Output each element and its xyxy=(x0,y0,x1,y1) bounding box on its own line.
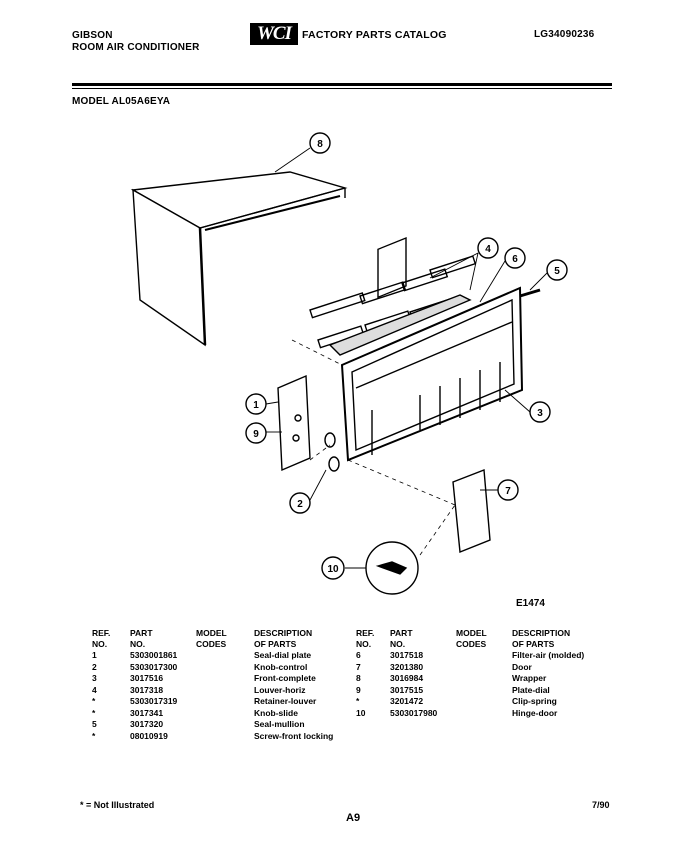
table-header-row xyxy=(92,628,354,650)
description-cell: Louver-horiz xyxy=(254,684,306,695)
model-code-cell xyxy=(456,673,512,685)
table-row xyxy=(92,685,354,697)
callout-7 xyxy=(498,480,518,500)
part-header: PART NO. xyxy=(390,628,413,649)
model-code-cell xyxy=(456,708,512,720)
svg-text:4: 4 xyxy=(485,244,491,255)
description-cell: Knob-control xyxy=(254,661,308,672)
callout-1 xyxy=(246,394,266,414)
illustration-code: E1474 xyxy=(516,598,545,609)
ref-cell: * xyxy=(92,707,96,718)
description-cell: Clip-spring xyxy=(512,696,557,706)
part-number-cell: 3017515 xyxy=(390,684,424,695)
ref-cell: * xyxy=(92,730,96,741)
model-code-cell xyxy=(196,650,254,662)
part-number-cell: 5303001861 xyxy=(130,650,178,660)
ref-cell: 4 xyxy=(92,684,97,695)
wci-logo: WCI xyxy=(250,23,298,45)
svg-text:5: 5 xyxy=(554,266,560,277)
table-header-row xyxy=(356,628,612,650)
ref-cell: 3 xyxy=(92,673,97,683)
table-row xyxy=(356,662,612,674)
callout-2 xyxy=(290,493,310,513)
description-cell: Seal-dial plate xyxy=(254,650,312,660)
catalog-title: FACTORY PARTS CATALOG xyxy=(302,29,447,41)
model-code-cell xyxy=(456,685,512,697)
description-cell: Knob-slide xyxy=(254,707,298,718)
part-number-cell: 3017341 xyxy=(130,707,164,718)
table-row xyxy=(356,708,612,720)
table-row xyxy=(92,696,354,708)
part-number-cell: 08010919 xyxy=(130,730,168,741)
parts-list-right xyxy=(356,650,612,719)
description-cell: Screw-front locking xyxy=(254,730,334,741)
part-number-cell: 3017318 xyxy=(130,684,164,695)
part-number-cell: 3017516 xyxy=(130,673,164,683)
model-code-cell xyxy=(196,685,254,697)
description-cell: Wrapper xyxy=(512,673,547,683)
callout-8 xyxy=(310,133,330,153)
ref-cell: 1 xyxy=(92,650,97,660)
dial-plate xyxy=(278,376,310,470)
table-row xyxy=(92,731,354,743)
brand-name: GIBSON xyxy=(72,30,113,41)
svg-text:7: 7 xyxy=(505,486,511,497)
part-number-cell: 5303017319 xyxy=(130,696,178,706)
door-panel xyxy=(453,470,490,552)
parts-list-left xyxy=(92,650,354,742)
table-row xyxy=(92,662,354,674)
model-header: MODEL CODES xyxy=(456,628,487,649)
control-knob xyxy=(325,433,339,471)
description-cell: Seal-mullion xyxy=(254,719,305,729)
part-number-cell: 3016984 xyxy=(390,673,424,683)
ref-cell: * xyxy=(92,696,96,706)
description-cell: Retainer-louver xyxy=(254,696,317,706)
desc-header: DESCRIPTION OF PARTS xyxy=(512,628,571,649)
model-code-cell xyxy=(196,708,254,720)
part-header: PART NO. xyxy=(130,628,153,649)
ref-cell: 9 xyxy=(356,684,361,695)
ref-cell: 6 xyxy=(356,650,361,660)
model-code-cell xyxy=(196,696,254,708)
catalog-number: LG34090236 xyxy=(534,29,595,40)
page-number: A9 xyxy=(346,812,361,824)
ref-cell: * xyxy=(356,696,360,706)
product-type: ROOM AIR CONDITIONER xyxy=(72,42,200,53)
ref-cell: 7 xyxy=(356,661,361,672)
wrapper-cabinet xyxy=(133,172,345,345)
desc-header: DESCRIPTION OF PARTS xyxy=(254,628,313,649)
svg-text:10: 10 xyxy=(327,564,339,575)
model-header: MODEL CODES xyxy=(196,628,227,649)
model-label: MODEL AL05A6EYA xyxy=(72,96,171,107)
table-row xyxy=(356,696,612,708)
model-code-cell xyxy=(456,650,512,662)
callout-4 xyxy=(478,238,498,258)
ref-cell: 5 xyxy=(92,719,97,729)
callout-10 xyxy=(322,557,344,579)
table-row xyxy=(356,673,612,685)
model-code-cell xyxy=(196,673,254,685)
svg-text:2: 2 xyxy=(297,499,303,510)
not-illustrated-legend: * = Not Illustrated xyxy=(80,800,155,810)
description-cell: Door xyxy=(512,661,532,672)
ref-header: REF. NO. xyxy=(92,628,111,649)
callout-3 xyxy=(530,402,550,422)
description-cell: Hinge-door xyxy=(512,707,558,718)
callout-9 xyxy=(246,423,266,443)
table-row xyxy=(92,708,354,720)
model-code-cell xyxy=(196,662,254,674)
table-row xyxy=(356,650,612,662)
ref-cell: 10 xyxy=(356,707,366,718)
part-number-cell: 5303017300 xyxy=(130,661,178,672)
part-number-cell: 3017518 xyxy=(390,650,424,660)
ref-header: REF. NO. xyxy=(356,628,375,649)
callout-5 xyxy=(547,260,567,280)
description-cell: Filter-air (molded) xyxy=(512,650,585,660)
table-row xyxy=(92,650,354,662)
svg-text:3: 3 xyxy=(537,408,543,419)
part-number-cell: 3201472 xyxy=(390,696,424,706)
ref-cell: 2 xyxy=(92,661,97,672)
table-row xyxy=(356,685,612,697)
svg-text:6: 6 xyxy=(512,254,518,265)
svg-text:1: 1 xyxy=(253,400,259,411)
revision-date: 7/90 xyxy=(592,800,610,810)
table-row xyxy=(92,673,354,685)
svg-text:9: 9 xyxy=(253,429,259,440)
parts-table-right xyxy=(356,628,612,719)
model-code-cell xyxy=(196,731,254,743)
part-number-cell: 3017320 xyxy=(130,719,164,729)
model-code-cell xyxy=(456,696,512,708)
description-cell: Plate-dial xyxy=(512,684,550,695)
part-number-cell: 3201380 xyxy=(390,661,424,672)
model-code-cell xyxy=(196,719,254,731)
description-cell: Front-complete xyxy=(254,673,316,683)
parts-table-left xyxy=(92,628,354,742)
table-row xyxy=(92,719,354,731)
part-number-cell: 5303017980 xyxy=(390,707,438,718)
ref-cell: 8 xyxy=(356,673,361,683)
callout-label: 8 xyxy=(317,139,323,150)
front-panel xyxy=(342,238,522,460)
callout-6 xyxy=(505,248,525,268)
model-code-cell xyxy=(456,662,512,674)
